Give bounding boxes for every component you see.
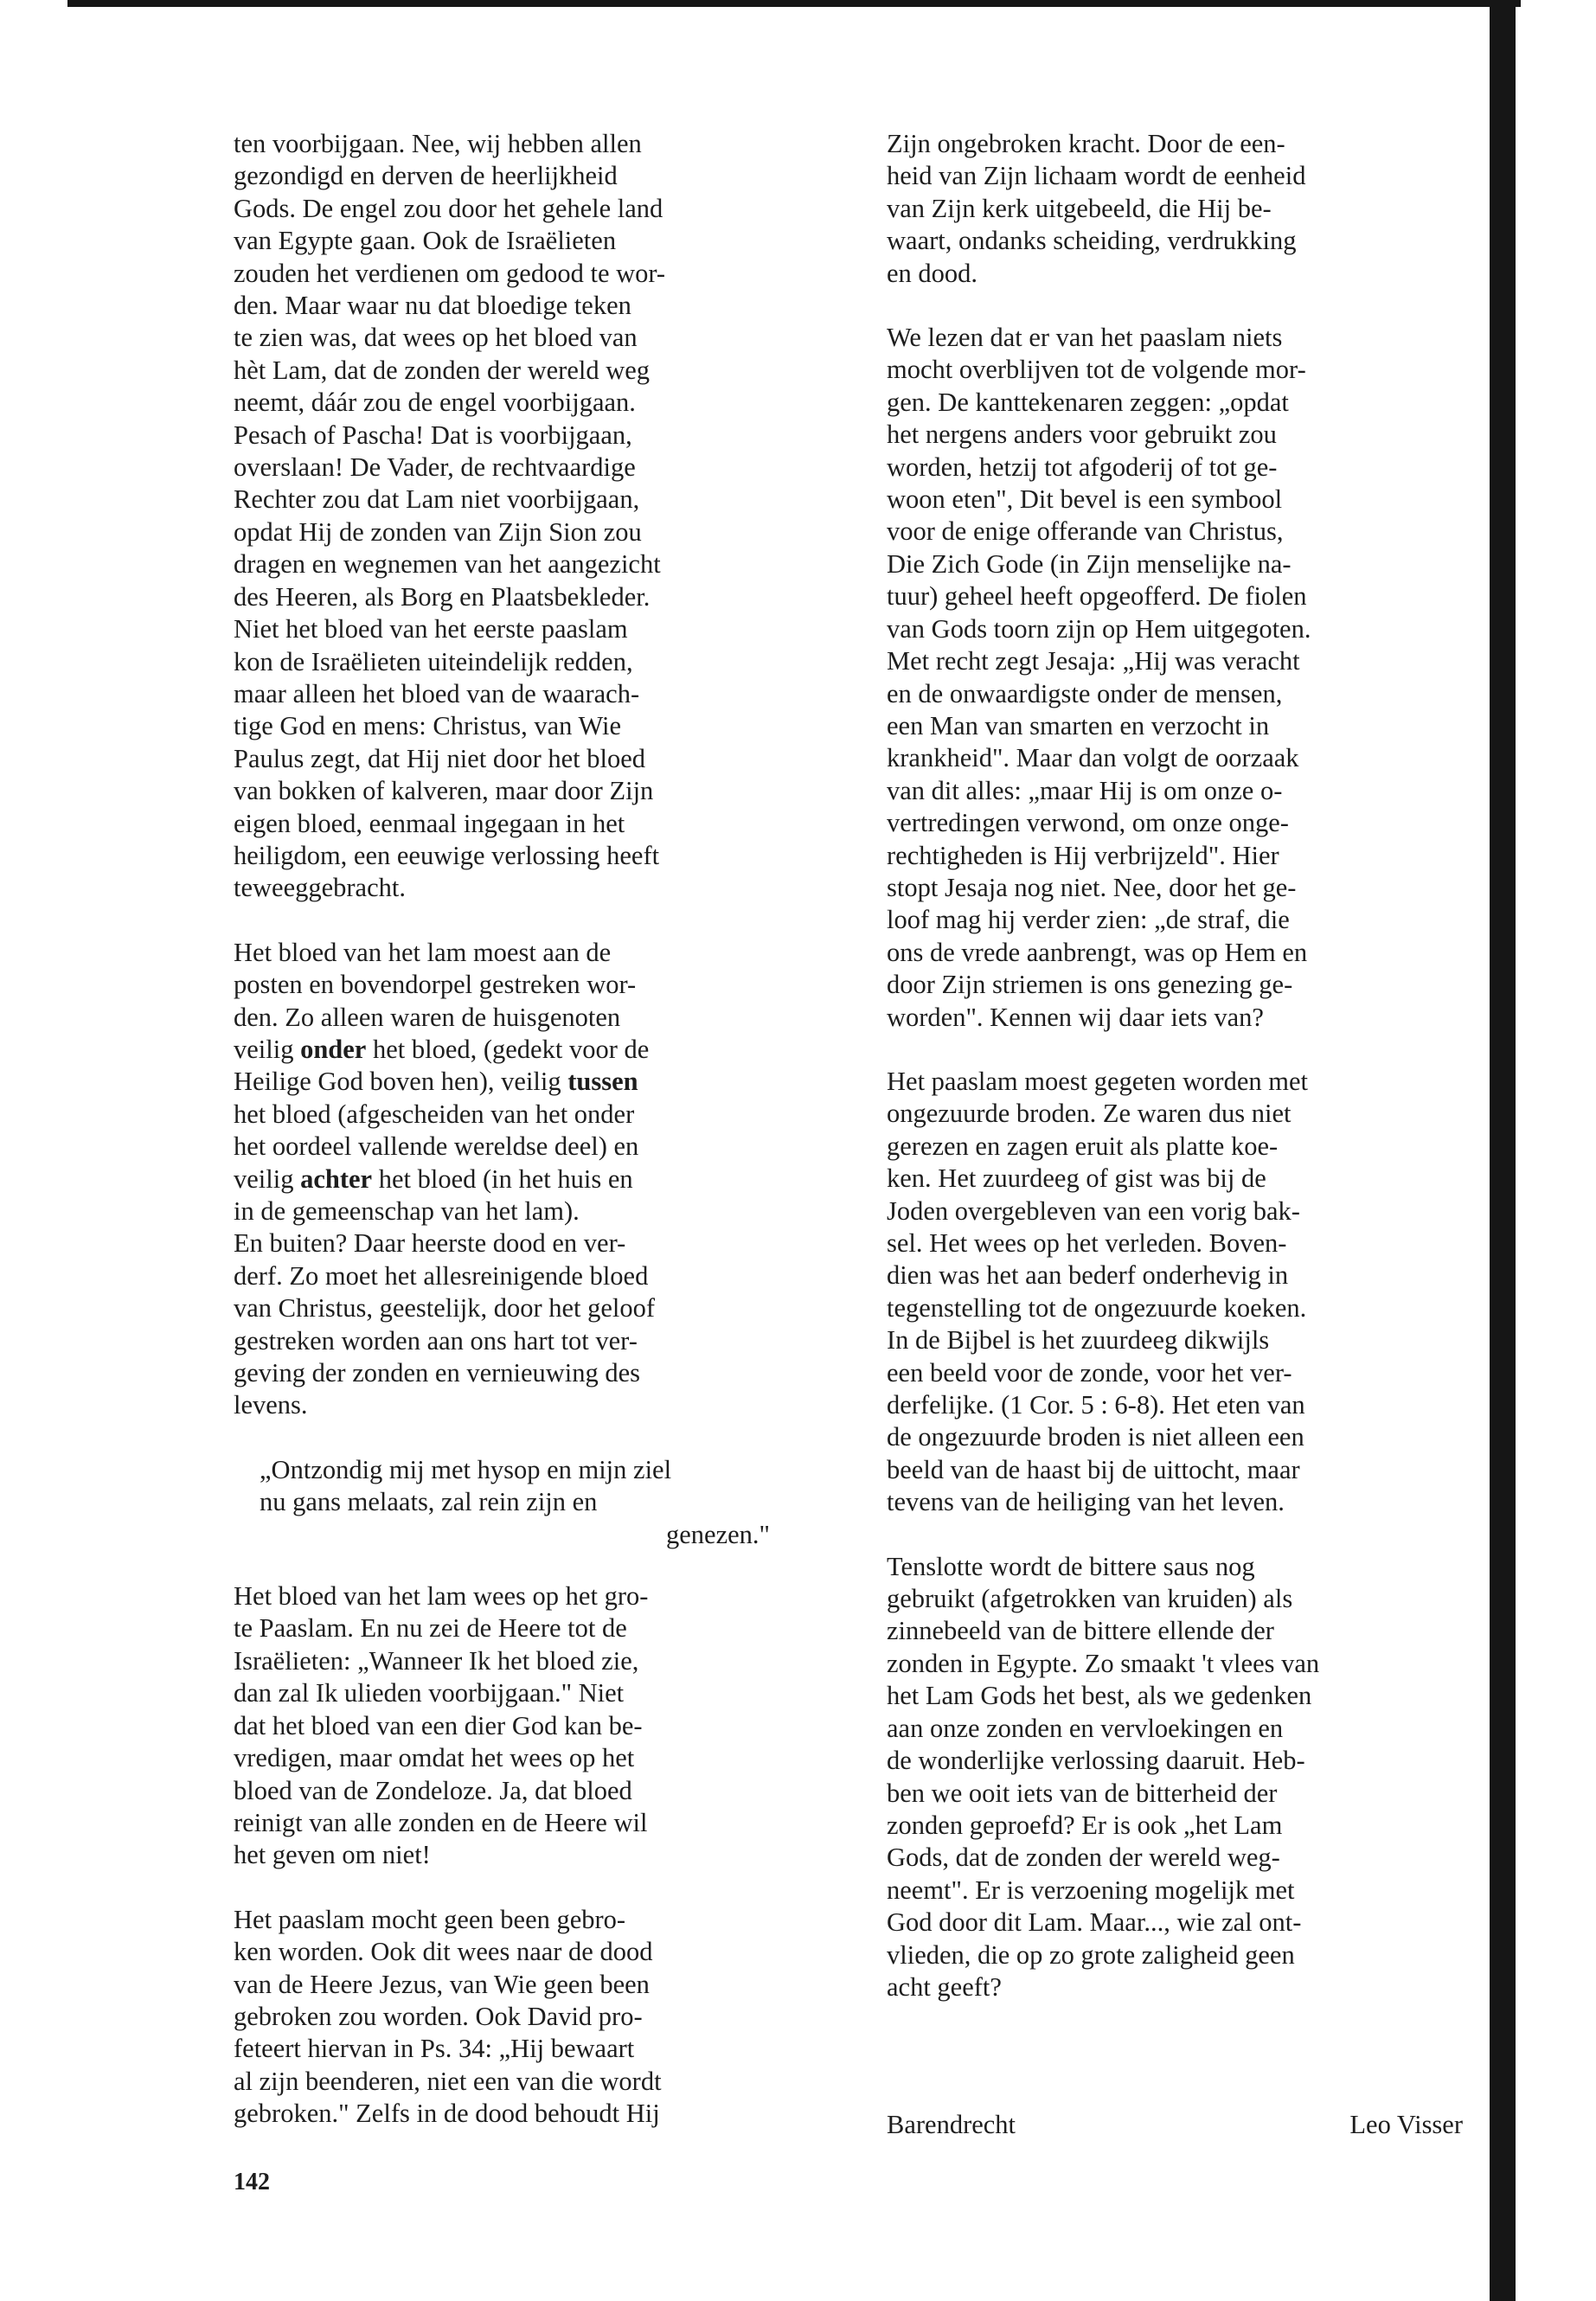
signature-author: Leo Visser — [1349, 2110, 1463, 2139]
text-line: en dood. — [887, 258, 978, 288]
text-segment: het bloed, (gedekt voor de — [366, 1034, 650, 1064]
text-line: reinigt van alle zonden en de Heere wil — [234, 1807, 648, 1837]
text-segment: veilig — [234, 1034, 301, 1064]
text-line: derfelijke. (1 Cor. 5 : 6-8). Het eten van — [887, 1390, 1305, 1420]
text-line: Tenslotte wordt de bittere saus nog — [887, 1551, 1255, 1581]
text-line: vlieden, die op zo grote zaligheid geen — [887, 1939, 1295, 1970]
text-line: den. Zo alleen waren de huisgenoten — [234, 1002, 621, 1032]
top-scan-border — [67, 0, 1521, 7]
text-line: Joden overgebleven van een vorig bak- — [887, 1195, 1300, 1226]
text-line: aan onze zonden en vervloekingen en — [887, 1713, 1284, 1743]
text-line: ken worden. Ook dit wees naar de dood — [234, 1937, 653, 1967]
text-line: Niet het bloed van het eerste paaslam — [234, 614, 628, 644]
signature-place: Barendrecht — [887, 2110, 1016, 2139]
text-line: Met recht zegt Jesaja: „Hij was veracht — [887, 646, 1300, 676]
text-line: de ongezuurde broden is niet alleen een — [887, 1422, 1304, 1452]
quote-line: genezen." — [666, 1519, 770, 1549]
right-paragraph-4 — [887, 1551, 1463, 2004]
text-segment: het bloed (in het huis en — [372, 1163, 633, 1194]
text-line: beeld van de haast bij de uittocht, maar — [887, 1454, 1300, 1484]
text-line: gebroken." Zelfs in de dood behoudt Hij — [234, 2099, 660, 2129]
text-line: vertredingen verwond, om onze onge- — [887, 808, 1289, 838]
text-line: Het paaslam moest gegeten worden met — [887, 1066, 1308, 1096]
text-line: van Gods toorn zijn op Hem uitgegoten. — [887, 613, 1311, 644]
text-line: en de onwaardigste onder de mensen, — [887, 678, 1283, 708]
text-line: het bloed (afgescheiden van het onder — [234, 1099, 635, 1129]
text-line: van Zijn kerk uitgebeeld, die Hij be- — [887, 193, 1272, 223]
text-line: feteert hiervan in Ps. 34: „Hij bewaart — [234, 2034, 635, 2064]
text-line: al zijn beenderen, niet een van die wordt — [234, 2066, 662, 2096]
text-line: van de Heere Jezus, van Wie geen been — [234, 1969, 650, 1999]
text-line: ongezuurde broden. Ze waren dus niet — [887, 1099, 1292, 1129]
text-line: Het bloed van het lam moest aan de — [234, 937, 612, 967]
text-line: loof mag hij verder zien: „de straf, die — [887, 905, 1290, 935]
text-line: worden". Kennen wij daar iets van? — [887, 1002, 1264, 1032]
text-line: Israëlieten: „Wanneer Ik het bloed zie, — [234, 1645, 639, 1676]
text-line: Pesach of Pascha! Dat is voorbijgaan, — [234, 420, 632, 450]
text-segment: Heilige God boven hen), veilig — [234, 1067, 568, 1097]
text-line: het geven om niet! — [234, 1840, 431, 1870]
left-paragraph-3 — [234, 1580, 813, 1872]
text-line: Die Zich Gode (in Zijn menselijke na- — [887, 548, 1292, 579]
text-line: Zijn ongebroken kracht. Door de een- — [887, 129, 1285, 158]
text-line: derf. Zo moet het allesreinigende bloed — [234, 1260, 649, 1291]
text-line — [234, 1034, 813, 1066]
left-paragraph-4 — [234, 1904, 813, 2131]
quote-line: „Ontzondig mij met hysop en mijn ziel — [260, 1454, 672, 1484]
page-number: 142 — [234, 2169, 270, 2195]
text-line: voor de enige offerande van Christus, — [887, 516, 1284, 547]
text-line: een beeld voor de zonde, voor het ver- — [887, 1357, 1292, 1388]
text-line: rechtigheden is Hij verbrijzeld". Hier — [887, 840, 1279, 870]
text-line: het nergens anders voor gebruikt zou — [887, 420, 1277, 450]
text-line: neemt". Er is verzoening mogelijk met — [887, 1875, 1295, 1905]
text-line: tevens van de heiliging van het leven. — [887, 1487, 1285, 1517]
text-segment: veilig — [234, 1163, 301, 1194]
right-paragraph-2 — [887, 322, 1463, 1034]
text-line — [234, 1066, 813, 1098]
text-line: gebruikt (afgetrokken van kruiden) als — [887, 1584, 1293, 1614]
text-line: Het bloed van het lam wees op het gro- — [234, 1581, 649, 1612]
text-line: ken. Het zuurdeeg of gist was bij de — [887, 1163, 1266, 1194]
text-line: tegenstelling tot de ongezuurde koeken. — [887, 1292, 1307, 1323]
text-line: de wonderlijke verlossing daaruit. Heb- — [887, 1746, 1305, 1776]
text-line: ten voorbijgaan. Nee, wij hebben allen — [234, 129, 642, 158]
right-paragraph-3 — [887, 1066, 1463, 1519]
text-line: Gods, dat de zonden der wereld weg- — [887, 1843, 1280, 1873]
text-line: waart, ondanks scheiding, verdrukking — [887, 226, 1297, 256]
text-line: dat het bloed van een dier God kan be- — [234, 1710, 643, 1740]
emphasis-onder: onder — [300, 1034, 367, 1064]
text-line: neemt, dáár zou de engel voorbijgaan. — [234, 388, 636, 418]
text-line: teweeggebracht. — [234, 873, 406, 903]
text-line: overslaan! De Vader, de rechtvaardige — [234, 452, 636, 483]
text-line: God door dit Lam. Maar..., wie zal ont- — [887, 1907, 1302, 1938]
text-line: mocht overblijven tot de volgende mor- — [887, 355, 1306, 385]
psalm-quote — [260, 1454, 770, 1551]
text-line: eigen bloed, eenmaal ingegaan in het — [234, 808, 625, 838]
text-line: door Zijn striemen is ons genezing ge- — [887, 970, 1293, 1000]
text-line: te Paaslam. En nu zei de Heere tot de — [234, 1613, 627, 1644]
text-line: ben we ooit iets van de bitterheid der — [887, 1778, 1278, 1808]
text-line: gerezen en zagen eruit als platte koe- — [887, 1131, 1279, 1161]
text-line: hèt Lam, dat de zonden der wereld weg — [234, 355, 651, 385]
text-line: tige God en mens: Christus, van Wie — [234, 711, 622, 741]
text-line: In de Bijbel is het zuurdeeg dikwijls — [887, 1325, 1270, 1356]
text-line: heiligdom, een eeuwige verlossing heeft — [234, 840, 660, 870]
text-line: Rechter zou dat Lam niet voorbijgaan, — [234, 484, 640, 515]
text-line — [234, 1163, 813, 1195]
text-line: van bokken of kalveren, maar door Zijn — [234, 776, 654, 806]
text-line: gestreken worden aan ons hart tot ver- — [234, 1325, 638, 1356]
left-paragraph-2 — [234, 937, 813, 1422]
text-line: een Man van smarten en verzocht in — [887, 710, 1270, 740]
text-line: kon de Israëlieten uiteindelijk redden, — [234, 646, 633, 676]
text-line: ons de vrede aanbrengt, was op Hem en — [887, 937, 1308, 967]
text-line: zonden in Egypte. Zo smaakt 't vlees van — [887, 1648, 1320, 1678]
text-line: dan zal Ik ulieden voorbijgaan." Niet — [234, 1678, 625, 1708]
signature-line — [887, 2109, 1463, 2141]
text-line: tuur) geheel heeft opgeofferd. De fiolen — [887, 581, 1307, 612]
text-line: van Christus, geestelijk, door het geloof — [234, 1293, 656, 1324]
text-line: levens. — [234, 1390, 308, 1420]
text-line: Gods. De engel zou door het gehele land — [234, 193, 663, 223]
text-line: van dit alles: „maar Hij is om onze o- — [887, 775, 1283, 805]
text-line: krankheid". Maar dan volgt de oorzaak — [887, 743, 1299, 773]
text-line: zinnebeeld van de bittere ellende der — [887, 1616, 1274, 1646]
text-line: En buiten? Daar heerste dood en ver- — [234, 1228, 626, 1259]
text-line: geving der zonden en vernieuwing des — [234, 1358, 641, 1388]
text-line: gen. De kanttekenaren zeggen: „opdat — [887, 387, 1289, 417]
text-line: dragen en wegnemen van het aangezicht — [234, 549, 661, 580]
text-line: We lezen dat er van het paaslam niets — [887, 323, 1283, 353]
text-line: sel. Het wees op het verleden. Boven- — [887, 1228, 1287, 1258]
right-scan-border — [1490, 0, 1516, 2301]
text-line: posten en bovendorpel gestreken wor- — [234, 970, 637, 1000]
text-line: te zien was, dat wees op het bloed van — [234, 323, 638, 353]
quote-line: nu gans melaats, zal rein zijn en — [260, 1487, 598, 1517]
text-line: heid van Zijn lichaam wordt de eenheid — [887, 161, 1306, 191]
text-line: stopt Jesaja nog niet. Nee, door het ge- — [887, 872, 1297, 902]
text-line: gebroken zou worden. Ook David pro- — [234, 2001, 643, 2031]
text-line: het Lam Gods het best, als we gedenken — [887, 1681, 1312, 1711]
text-line: den. Maar waar nu dat bloedige teken — [234, 291, 631, 321]
left-paragraph-1 — [234, 128, 813, 905]
text-line: acht geeft? — [887, 1971, 1002, 2002]
text-line: des Heeren, als Borg en Plaatsbekleder. — [234, 581, 651, 612]
text-line: dien was het aan bederf onderhevig in — [887, 1260, 1289, 1291]
text-line: zouden het verdienen om gedood te wor- — [234, 258, 666, 288]
text-line: bloed van de Zondeloze. Ja, dat bloed — [234, 1775, 632, 1805]
right-column — [887, 128, 1463, 2035]
text-line: maar alleen het bloed van de waarach- — [234, 678, 640, 708]
emphasis-achter: achter — [300, 1163, 373, 1194]
text-line: opdat Hij de zonden van Zijn Sion zou — [234, 516, 642, 547]
text-line: worden, hetzij tot afgoderij of tot ge- — [887, 452, 1278, 482]
text-line: van Egypte gaan. Ook de Israëlieten — [234, 226, 617, 256]
right-paragraph-1 — [887, 128, 1463, 290]
text-line: vredigen, maar omdat het wees op het — [234, 1743, 635, 1773]
emphasis-tussen: tussen — [567, 1067, 638, 1097]
left-column — [234, 128, 813, 2163]
text-line: woon eten", Dit bevel is een symbool — [887, 484, 1283, 515]
text-line: Het paaslam mocht geen been gebro- — [234, 1904, 626, 1934]
text-line: zonden geproefd? Er is ook „het Lam — [887, 1810, 1283, 1840]
text-line: in de gemeenschap van het lam). — [234, 1196, 580, 1226]
text-line: het oordeel vallende wereldse deel) en — [234, 1131, 639, 1162]
text-line: gezondigd en derven de heerlijkheid — [234, 161, 618, 191]
text-line: Paulus zegt, dat Hij niet door het bloed — [234, 743, 646, 773]
